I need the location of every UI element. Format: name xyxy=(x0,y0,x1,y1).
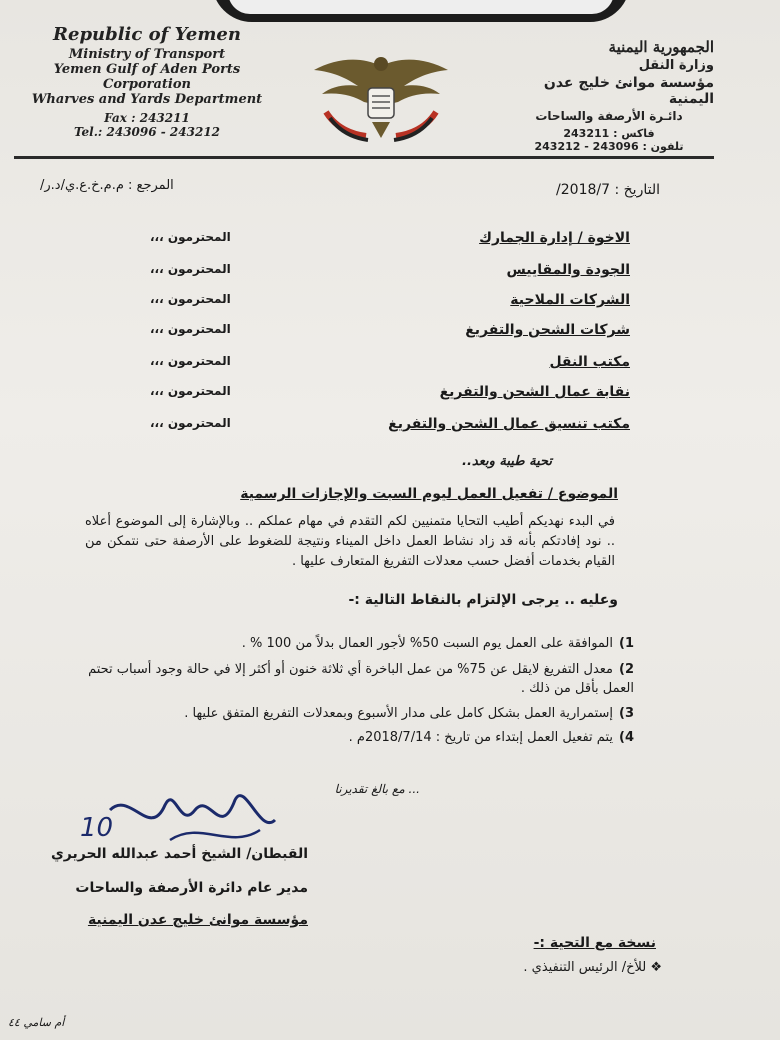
list-item xyxy=(74,704,634,723)
letterhead-tel: Tel.: 243096 - 243212 xyxy=(73,125,221,139)
list-item-number: 4) xyxy=(619,730,634,745)
signatory-name: القبطان/ الشيخ أحمد عبدالله الحريري xyxy=(50,846,308,862)
addressee-row xyxy=(150,292,630,308)
greeting: تحية طيبة وبعد.. xyxy=(462,454,552,469)
addressee-row xyxy=(150,322,630,338)
addressee-name: الاخوة / إدارة الجمارك xyxy=(479,230,630,246)
addressee-row xyxy=(150,262,630,278)
letterhead-ar-country: الجمهورية اليمنية xyxy=(608,38,714,56)
signatory-title: مدير عام دائرة الأرصفة والساحات xyxy=(75,880,308,896)
list-item xyxy=(74,634,634,653)
letter-date: التاريخ : 2018/7/ xyxy=(556,182,660,198)
list-item xyxy=(74,728,634,747)
addressee-row xyxy=(150,384,630,400)
list-item-number: 2) xyxy=(619,662,634,677)
signature-mark: 10 xyxy=(80,813,114,843)
addressee-honorific: المحترمون ،،، xyxy=(150,262,231,276)
addressee-honorific: المحترمون ،،، xyxy=(150,384,231,398)
letterhead-department: Wharves and Yards Department xyxy=(31,92,263,107)
addressee-honorific: المحترمون ،،، xyxy=(150,322,231,336)
points-intro: وعليه .. يرجى الإلتزام بالنقاط التالية :- xyxy=(348,592,618,608)
list-item-text: الموافقة على العمل يوم السبت 50% لأجور العمال بدلاً من 100 % . xyxy=(241,636,613,651)
letterhead-english xyxy=(22,24,272,139)
letterhead-ar-fax: فاكس : 243211 xyxy=(563,127,655,140)
addressee-honorific: المحترمون ،،، xyxy=(150,230,231,244)
letter-subject: الموضوع / تفعيل العمل ليوم السبت والإجازات الرسمية xyxy=(240,486,618,502)
addressee-name: مكتب النقل xyxy=(549,354,630,370)
signatory-org: مؤسسة موانئ خليج عدن اليمنية xyxy=(87,912,308,928)
list-item-text: إستمرارية العمل بشكل كامل على مدار الأسبوع وبمعدلات التفريغ المتفق عليها . xyxy=(184,706,613,721)
list-item-text: معدل التفريغ لايقل عن 75% من عمل الباخرة أي ثلاثة خنون أو أكثر إلا في حالة وجود أسباب تحتم العمل بأقل من ذلك . xyxy=(88,662,634,696)
copy-to-label: نسخة مع التحية :- xyxy=(533,935,656,951)
typist-initials: أم سامي ٤٤ xyxy=(8,1016,65,1029)
letterhead-ar-corporation: مؤسسة موانئ خليج عدن اليمنية xyxy=(543,75,714,107)
eagle-emblem-icon xyxy=(306,48,456,148)
list-item-number: 3) xyxy=(619,706,634,721)
letterhead-corporation: Yemen Gulf of Aden Ports Corporation xyxy=(53,62,241,92)
letterhead-country: Republic of Yemen xyxy=(53,24,241,45)
clipboard-clip-inner xyxy=(228,0,614,14)
header-divider xyxy=(14,156,714,159)
addressee-name: الجودة والمقاييس xyxy=(506,262,630,278)
copy-to-item: ❖ للأخ/ الرئيس التنفيذي . xyxy=(523,960,662,975)
addressee-name: مكتب تنسيق عمال الشحن والتفريغ xyxy=(388,416,630,432)
letter-body: في البدء نهديكم أطيب التحايا متمنيين لكم التقدم في مهام عملكم .. وبالإشارة إلى الموضوع أعلاه .. نود إفادتكم بأنه قد زاد نشاط العمل داخل الميناء ونتيجة للضغوط على الأرصفة حتى نتمكن من القيام بخدمات أفضل حسب معدلات التفريغ المتعارف عليها . xyxy=(85,514,615,569)
closing-line: ... مع بالغ تقديرنا xyxy=(334,782,420,796)
letterhead-ar-department: دائـرة الأرصفة والساحات xyxy=(535,109,683,123)
addressee-row xyxy=(150,416,630,432)
letter-reference: المرجع : م.م.خ.ع.ي/د.ر/ xyxy=(40,178,174,193)
list-item-number: 1) xyxy=(619,636,634,651)
addressee-row xyxy=(150,354,630,370)
addressee-honorific: المحترمون ،،، xyxy=(150,354,231,368)
addressee-honorific: المحترمون ،،، xyxy=(150,416,231,430)
addressee-name: نقابة عمال الشحن والتفريغ xyxy=(439,384,630,400)
letterhead-arabic xyxy=(504,38,714,153)
letterhead-ar-tel: تلفون : 243096 - 243212 xyxy=(534,140,684,153)
addressee-row xyxy=(150,230,630,246)
addressee-honorific: المحترمون ،،، xyxy=(150,292,231,306)
list-item xyxy=(74,660,634,698)
letterhead-ar-ministry: وزارة النقل xyxy=(638,58,714,73)
letterhead-fax: Fax : 243211 xyxy=(104,111,190,125)
addressee-name: الشركات الملاحية xyxy=(510,292,630,308)
addressee-name: شركات الشحن والتفريغ xyxy=(465,322,630,338)
letterhead-ministry: Ministry of Transport xyxy=(68,47,226,62)
list-item-text: يتم تفعيل العمل إبتداء من تاريخ : 2018/7/14م . xyxy=(348,730,613,745)
